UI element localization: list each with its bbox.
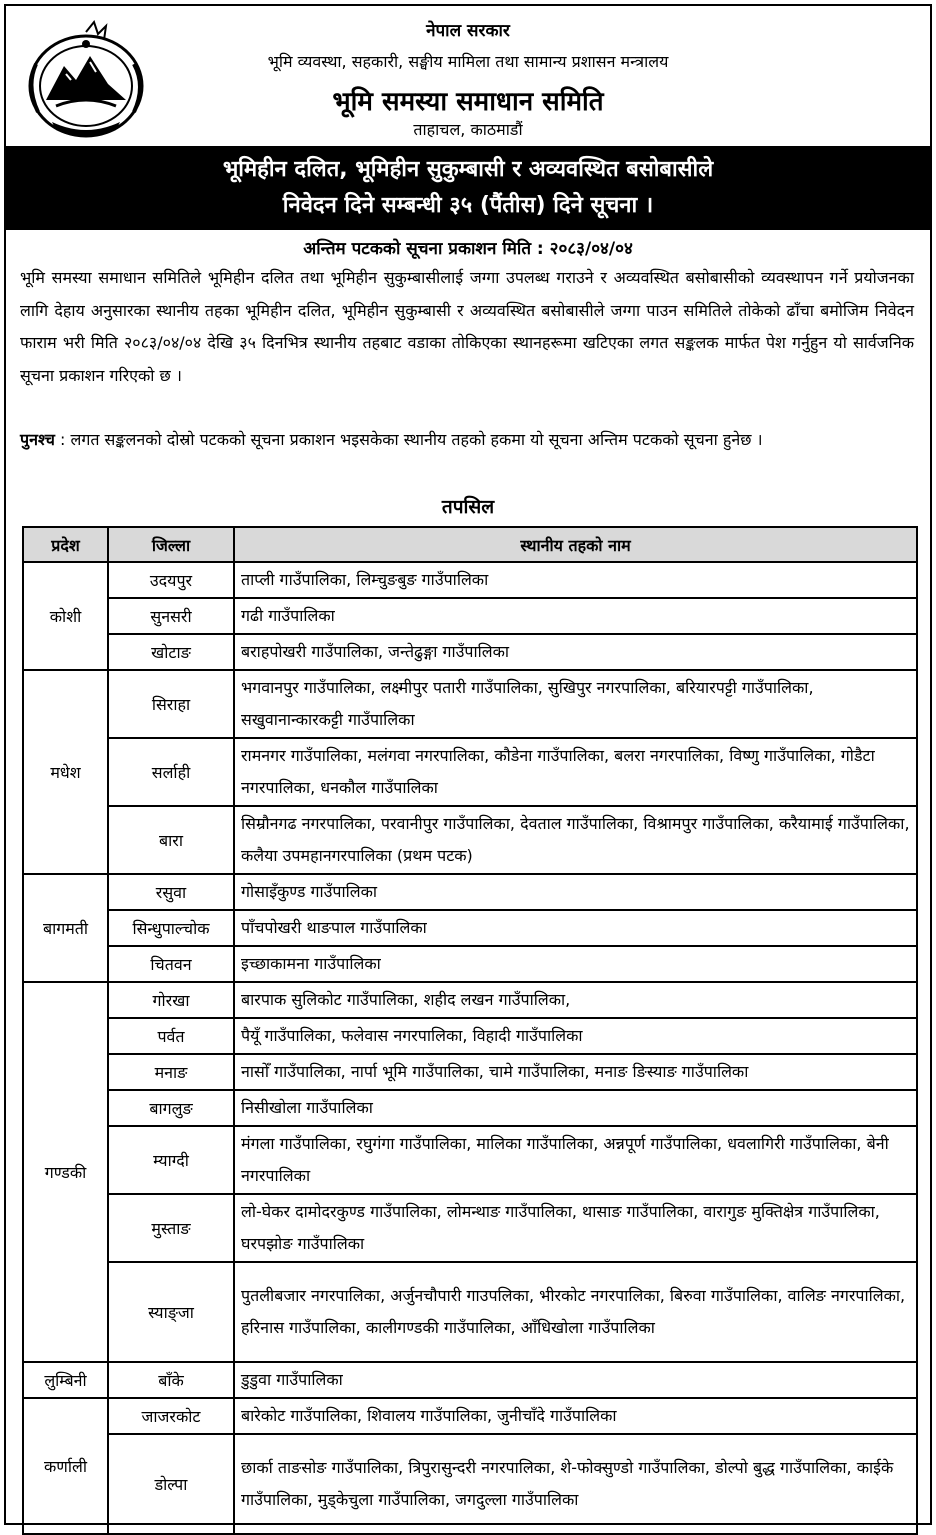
district-cell: सिन्धुपाल्चोक: [108, 910, 234, 946]
notice-body: भूमि समस्या समाधान समितिले भूमिहीन दलित तथा भूमिहीन सुकुम्बासीलाई जग्गा उपलब्ध गराउने र अव्यवस्थित बसोबासीको व्यवस्थापन गर्ने प्रयोजनका लागि देहाय अनुसारका स्थानीय तहका भूमिहीन दलित, भूमिहीन सुकुम्बासी र अव्यवस्थित बसोबासीले जग्गा पाउन समितिले तोकेको ढाँचा बमोजिम निवेदन फाराम भरी मिति २०८३/०४/०४ देखि ३५ दिनभित्र स्थानीय तहबाट वडाका तोकिएका स्थानहरूमा खटिएका लगत सङ्कलक मार्फत पेश गर्नुहुन यो सार्वजनिक सूचना प्रकाशन गरिएको छ ।: [20, 268, 914, 385]
committee-name: भूमि समस्या समाधान समिति: [332, 87, 604, 117]
table-row: [23, 1262, 917, 1362]
table-row: [23, 634, 917, 670]
district-cell: रसुवा: [108, 874, 234, 910]
local-level-cell: ताप्ली गाउँपालिका, लिम्चुङबुङ गाउँपालिका: [234, 562, 917, 598]
local-level-cell: डुडुवा गाउँपालिका: [234, 1362, 917, 1398]
table-row: [23, 1362, 917, 1398]
table-row: [23, 562, 917, 598]
notice-title-line-1: भूमिहीन दलित, भूमिहीन सुकुम्बासी र अव्यवस्थित बसोबासीले: [222, 157, 714, 182]
header-local-level: स्थानीय तहको नाम: [234, 527, 917, 562]
local-level-cell: मंगला गाउँपालिका, रघुगंगा गाउँपालिका, मालिका गाउँपालिका, अन्नपूर्ण गाउँपालिका, धवलागिरी गाउँपालिका, बेनी नगरपालिका: [234, 1126, 917, 1194]
local-level-cell: बराहपोखरी गाउँपालिका, जन्तेढुङ्गा गाउँपालिका: [234, 634, 917, 670]
district-cell: बारा: [108, 806, 234, 874]
table-row: [23, 1126, 917, 1194]
province-cell: बागमती: [23, 874, 108, 982]
local-level-cell: पुतलीबजार नगरपालिका, अर्जुनचौपारी गाउपलिका, भीरकोट नगरपालिका, बिरुवा गाउँपालिका, वालिङ नगरपालिका, हरिनास गाउँपालिका, कालीगण्डकी गाउँपालिका, आँधिखोला गाउँपालिका: [234, 1262, 917, 1362]
local-level-cell: बारपाक सुलिकोट गाउँपालिका, शहीद लखन गाउँपालिका,: [234, 982, 917, 1018]
local-level-cell: रामनगर गाउँपालिका, मलंगवा नगरपालिका, कौडेना गाउँपालिका, बलरा नगरपालिका, विष्णु गाउँपालिका, गोडैटा नगरपालिका, धनकौल गाउँपालिका: [234, 738, 917, 806]
notice-title-banner: [6, 146, 930, 230]
province-cell: कर्णाली: [23, 1398, 108, 1534]
local-level-cell: लो-घेकर दामोदरकुण्ड गाउँपालिका, लोमन्थाङ गाउँपालिका, थासाङ गाउँपालिका, वारागुङ मुक्तिक्षेत्र गाउँपालिका, घरपझोङ गाउँपालिका: [234, 1194, 917, 1262]
local-level-cell: पाँचपोखरी थाङपाल गाउँपालिका: [234, 910, 917, 946]
local-level-cell: बारेकोट गाउँपालिका, शिवालय गाउँपालिका, जुनीचाँदे गाउँपालिका: [234, 1398, 917, 1434]
district-cell: गोरखा: [108, 982, 234, 1018]
district-cell: डोल्पा: [108, 1434, 234, 1534]
table-row: [23, 1090, 917, 1126]
district-cell: बाँके: [108, 1362, 234, 1398]
local-level-cell: भगवानपुर गाउँपालिका, लक्ष्मीपुर पतारी गाउँपालिका, सुखिपुर नगरपालिका, बरियारपट्टी गाउँपालिका, सखुवानान्कारकट्टी गाउँपालिका: [234, 670, 917, 738]
ministry-name: भूमि व्यवस्था, सहकारी, सङ्घीय मामिला तथा सामान्य प्रशासन मन्त्रालय: [267, 52, 669, 71]
district-cell: स्याङ्जा: [108, 1262, 234, 1362]
district-cell: सुनसरी: [108, 598, 234, 634]
province-cell: गण्डकी: [23, 982, 108, 1362]
table-row: [23, 598, 917, 634]
table-row: [23, 910, 917, 946]
district-cell: सर्लाही: [108, 738, 234, 806]
government-name: नेपाल सरकार: [426, 21, 510, 41]
province-cell: मधेश: [23, 670, 108, 874]
local-level-cell: पैयूँ गाउँपालिका, फलेवास नगरपालिका, विहादी गाउँपालिका: [234, 1018, 917, 1054]
publication-date: अन्तिम पटकको सूचना प्रकाशन मिति : २०८३/०४/०४: [303, 239, 633, 259]
header-district: जिल्ला: [108, 527, 234, 562]
letterhead: [6, 6, 930, 146]
table-row: [23, 1018, 917, 1054]
local-level-cell: छार्का ताङसोङ गाउँपालिका, त्रिपुरासुन्दरी नगरपालिका, शे-फोक्सुण्डो गाउँपालिका, डोल्पो बुद्ध गाउँपालिका, काईके गाउँपालिका, मुड्केचुला गाउँपालिका, जगदुल्ला गाउँपालिका: [234, 1434, 917, 1534]
notice-title-line-2: निवेदन दिने सम्बन्धी ३५ (पैंतीस) दिने सूचना ।: [282, 193, 654, 218]
table-row: [23, 806, 917, 874]
table-title: तपसिल: [441, 496, 495, 518]
table-row: [23, 1194, 917, 1262]
local-level-cell: नासोँ गाउँपालिका, नार्पा भूमि गाउँपालिका, चामे गाउँपालिका, मनाङ ङिस्याङ गाउँपालिका: [234, 1054, 917, 1090]
header-province: प्रदेश: [23, 527, 108, 562]
table-row: [23, 670, 917, 738]
local-level-cell: गोसाइँकुण्ड गाउँपालिका: [234, 874, 917, 910]
postscript: [6, 424, 930, 488]
district-cell: पर्वत: [108, 1018, 234, 1054]
local-level-cell: इच्छाकामना गाउँपालिका: [234, 946, 917, 982]
table-row: [23, 1398, 917, 1434]
district-cell: खोटाङ: [108, 634, 234, 670]
district-cell: चितवन: [108, 946, 234, 982]
district-cell: उदयपुर: [108, 562, 234, 598]
district-cell: सिराहा: [108, 670, 234, 738]
table-row: [23, 738, 917, 806]
province-cell: कोशी: [23, 562, 108, 670]
table-row: [23, 946, 917, 982]
local-level-cell: सिम्रौनगढ नगरपालिका, परवानीपुर गाउँपालिका, देवताल गाउँपालिका, विश्रामपुर गाउँपालिका, करैयामाई गाउँपालिका, कलैया उपमहानगरपालिका (प्रथम पटक): [234, 806, 917, 874]
table-row: [23, 1054, 917, 1090]
district-cell: बागलुङ: [108, 1090, 234, 1126]
postscript-label: पुनश्च: [20, 430, 55, 449]
district-cell: जाजरकोट: [108, 1398, 234, 1434]
province-cell: लुम्बिनी: [23, 1362, 108, 1398]
local-level-cell: गढी गाउँपालिका: [234, 598, 917, 634]
table-row: [23, 874, 917, 910]
table-body: [23, 562, 917, 1534]
postscript-text: : लगत सङ्कलनको दोस्रो पटकको सूचना प्रकाशन भइसकेका स्थानीय तहको हकमा यो सूचना अन्तिम पटकको सूचना हुनेछ ।: [54, 430, 763, 449]
district-cell: मुस्ताङ: [108, 1194, 234, 1262]
notice-page: [4, 4, 932, 1525]
table-header-row: [23, 527, 917, 562]
local-level-cell: निसीखोला गाउँपालिका: [234, 1090, 917, 1126]
local-levels-table: [22, 526, 918, 1535]
table-row: [23, 1434, 917, 1534]
table-row: [23, 982, 917, 1018]
district-cell: म्याग्दी: [108, 1126, 234, 1194]
office-address: ताहाचल, काठमाडौं: [413, 120, 523, 139]
district-cell: मनाङ: [108, 1054, 234, 1090]
